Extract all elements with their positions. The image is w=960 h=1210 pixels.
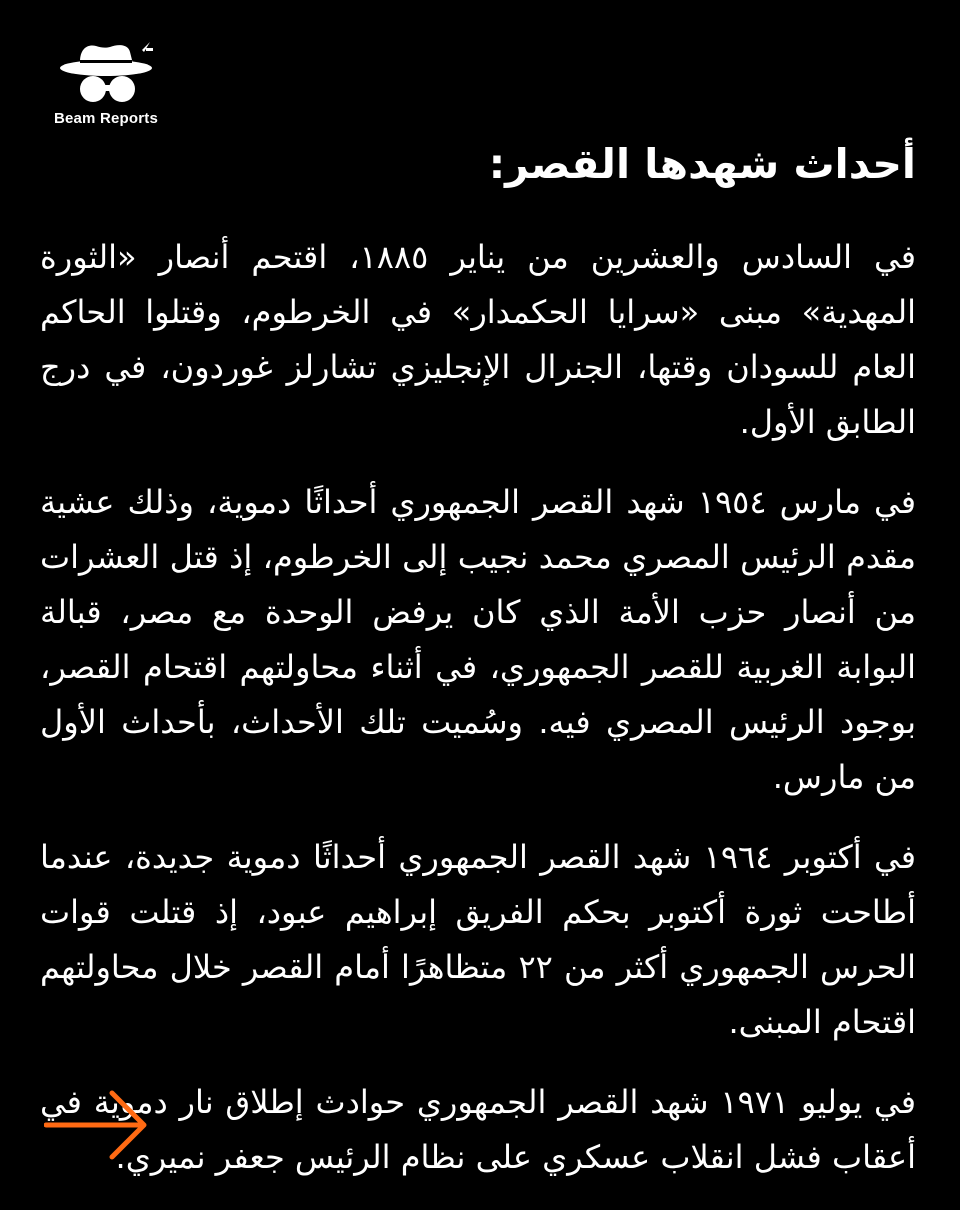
brand-logo (40, 38, 180, 130)
spy-hat-glasses-icon (58, 38, 162, 108)
paragraph-1964: في أكتوبر ١٩٦٤ شهد القصر الجمهوري أحداثًا دموية جديدة، عندما أطاحت ثورة أكتوبر بحكم الفريق إبراهيم عبود، إذ قتلت قوات الحرس الجمهوري أكثر من ٢٢ متظاهرًا أمام القصر خلال محاولتهم اقتحام المبنى. (40, 838, 917, 1041)
article-body (40, 230, 916, 1210)
paragraph-1885: في السادس والعشرين من يناير ١٨٨٥، اقتحم أنصار «الثورة المهدية» مبنى «سرايا الحكمدار» في الخرطوم، وقتلوا الحاكم العام للسودان وقتها، الجنرال الإنجليزي تشارلز غوردون، في درج الطابق الأول. (40, 238, 917, 441)
paragraph-1971: في يوليو ١٩٧١ شهد القصر الجمهوري حوادث إطلاق نار دموية في أعقاب فشل انقلاب عسكري على نظام الرئيس جعفر نميري. (40, 1083, 916, 1176)
brand-name: Beam Reports (53, 110, 159, 127)
paragraph-1954: في مارس ١٩٥٤ شهد القصر الجمهوري أحداثًا دموية، وذلك عشية مقدم الرئيس المصري محمد نجيب إلى الخرطوم، إذ قتل العشرات من أنصار حزب الأمة الذي كان يرفض الوحدة مع مصر، قبالة البوابة الغربية للقصر الجمهوري، في أثناء محاولتهم اقتحام القصر، بوجود الرئيس المصري فيه. وسُميت تلك الأحداث، بأحداث الأول من مارس. (40, 483, 917, 796)
next-slide-button[interactable] (44, 1090, 152, 1164)
arrow-right-icon (44, 1090, 152, 1160)
page-title: أحداث شهدها القصر: (488, 140, 916, 188)
